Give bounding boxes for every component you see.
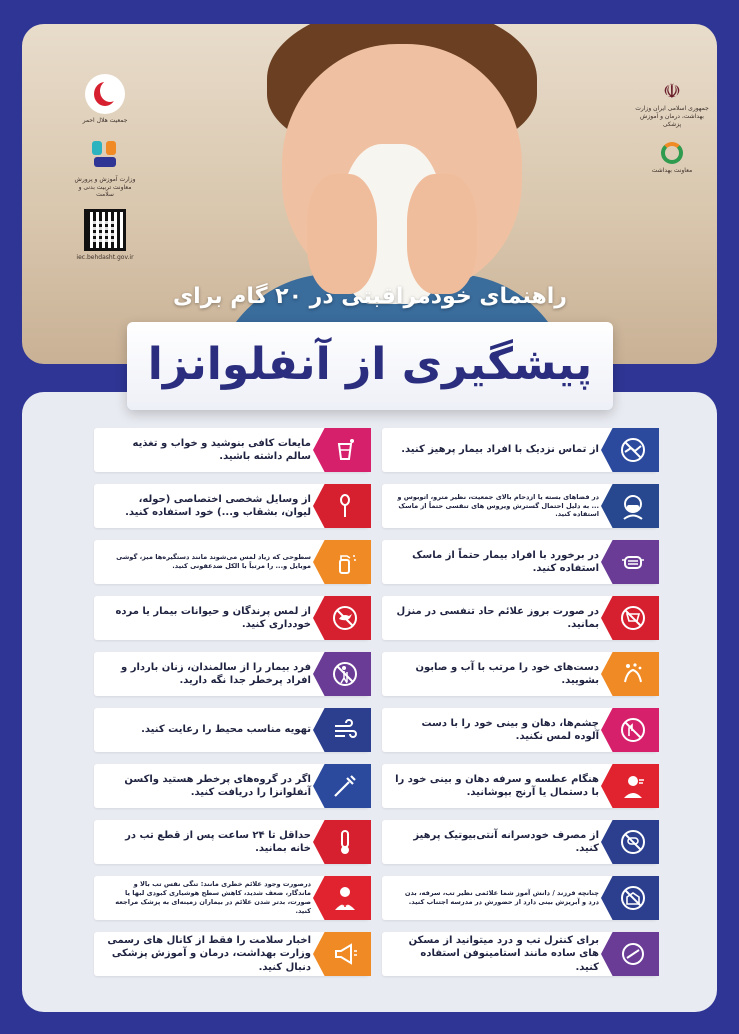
left-column-item: [94, 764, 369, 808]
hero-photo: [22, 24, 717, 364]
right-column-item: [382, 932, 657, 976]
masked-person-icon: [601, 484, 659, 528]
qr-caption[interactable]: iec.behdasht.gov.ir: [76, 254, 134, 262]
no-shopping-icon: [601, 596, 659, 640]
mask-icon: [601, 540, 659, 584]
subtitle: راهنمای خودمراقبتی در ۲۰ گام برای: [173, 284, 567, 309]
hand-left: [307, 174, 377, 294]
right-column-item-text: از تماس نزدیک با افراد بیمار پرهیز کنید.: [401, 444, 599, 456]
left-column-item-text: اگر در گروه‌های پرخطر هستید واکسن آنفلوانزا را دریافت کنید.: [124, 773, 311, 798]
left-column-item-text: مایعات کافی بنوشید و خواب و تغذیه سالم داشته باشید.: [132, 437, 311, 462]
no-bird-icon: [313, 596, 371, 640]
right-column-item: [382, 484, 657, 528]
drink-icon: [313, 428, 371, 472]
no-elderly-icon: [313, 652, 371, 696]
right-column-item-text: دست‌های خود را مرتب با آب و صابون بشویید.: [415, 661, 599, 686]
education-logo-icon: [88, 139, 122, 173]
left-column-item: [94, 540, 369, 584]
hand-right: [407, 174, 477, 294]
no-face-touch-icon: [601, 708, 659, 752]
right-column-item-text: در فضاهای بسته یا ازدحام بالای جمعیت، نظیر مترو، اتوبوس و ... به دلیل احتمال گسترش ویروس های تنفسی حتماً از ماسک استفاده کنید.: [397, 492, 599, 519]
education-label: وزارت آموزش و پرورش معاونت تربیت بدنی و سلامت: [74, 175, 136, 199]
left-column-item: [94, 652, 369, 696]
right-logos: [632, 74, 712, 175]
right-column-item: [382, 764, 657, 808]
right-column-item: [382, 596, 657, 640]
right-column-item-text: چنانچه فرزند / دانش آموز شما علائمی نظیر تب، سرفه، بدن درد و آبریزش بینی دارد از حضورش در مدرسه اجتناب کنید.: [404, 889, 599, 906]
left-column-item: [94, 484, 369, 528]
left-column-item-text: فرد بیمار را از سالمندان، زنان باردار و افراد پرخطر جدا نگه دارید.: [121, 661, 311, 686]
health-deputy-logo-icon: [661, 142, 683, 164]
right-column-item: [382, 652, 657, 696]
left-column-item: [94, 932, 369, 976]
left-column-item-text: درصورت وجود علائم خطری مانند: تنگی نفس تب بالا و ماندگار، ضعف شدید، کاهش سطح هوشیاری کبودی لبها یا صورت، بدتر شدن علائم در بیماران زمینه‌ای به پزشک مراجعه کنید.: [115, 880, 311, 915]
right-column-item: [382, 876, 657, 920]
left-column-item: [94, 428, 369, 472]
right-column-item-text: هنگام عطسه و سرفه دهان و بینی خود را با دستمال یا آرنج بپوشانید.: [395, 773, 599, 798]
tablet-icon: [601, 932, 659, 976]
left-column-item-text: حداقل تا ۲۴ ساعت پس از قطع تب در خانه بمانید.: [125, 829, 311, 854]
left-column-item-text: اخبار سلامت را فقط از کانال های رسمی وزارت بهداشت، درمان و آموزش پزشکی دنبال کنید.: [107, 934, 311, 973]
no-school-icon: [601, 876, 659, 920]
left-column-item: [94, 820, 369, 864]
right-column-item-text: در برخورد با افراد بیمار حتماً از ماسک استفاده کنید.: [412, 549, 599, 574]
left-column-item-text: تهویه مناسب محیط را رعایت کنید.: [141, 724, 311, 736]
wind-icon: [313, 708, 371, 752]
left-column-item: [94, 708, 369, 752]
left-logos: [70, 74, 140, 262]
left-column-item-text: از وسایل شخصی اختصاصی (حوله، لیوان، بشقاب و...) خود استفاده کنید.: [125, 493, 311, 518]
right-column-item-text: چشم‌ها، دهان و بینی خود را با دست آلوده لمس نکنید.: [421, 717, 599, 742]
red-crescent-logo-icon: [85, 74, 125, 114]
doctor-icon: [313, 876, 371, 920]
right-column-item: [382, 540, 657, 584]
left-column-item: [94, 596, 369, 640]
health-deputy-label: معاونت بهداشت: [651, 167, 693, 175]
hand-wash-icon: [601, 652, 659, 696]
syringe-icon: [313, 764, 371, 808]
page-title: پیشگیری از آنفلوانزا: [147, 339, 593, 390]
left-column-item-text: از لمس پرندگان و حیوانات بیمار یا مرده خودداری کنید.: [115, 605, 311, 630]
spoon-icon: [313, 484, 371, 528]
spray-icon: [313, 540, 371, 584]
sneeze-icon: [601, 764, 659, 808]
no-pills-icon: [601, 820, 659, 864]
left-column-item-text: سطوحی که زیاد لمس می‌شوند مانند دستگیره‌ها میز، گوشی موبایل و... را مرتباً با الکل ضدعفونی کنید.: [116, 553, 311, 570]
megaphone-icon: [313, 932, 371, 976]
right-column-item: [382, 428, 657, 472]
left-column-item: [94, 876, 369, 920]
red-crescent-label: جمعیت هلال احمر: [82, 117, 128, 124]
right-column-item-text: برای کنترل تب و درد میتوانید از مسکن های ساده مانند استامینوفن استفاده کنید.: [408, 934, 599, 973]
right-column-item: [382, 820, 657, 864]
qr-code-icon[interactable]: [84, 209, 126, 251]
right-column-item-text: از مصرف خودسرانه آنتی‌بیوتیک پرهیز کنید.: [413, 829, 599, 854]
no-contact-icon: [601, 428, 659, 472]
right-column-item-text: در صورت بروز علائم حاد تنفسی در منزل بمانید.: [396, 605, 599, 630]
right-column-item: [382, 708, 657, 752]
ministry-label: جمهوری اسلامی ایران وزارت بهداشت، درمان و آموزش پزشکی: [635, 105, 709, 128]
iran-emblem-icon: ☫: [663, 79, 681, 103]
thermometer-icon: [313, 820, 371, 864]
